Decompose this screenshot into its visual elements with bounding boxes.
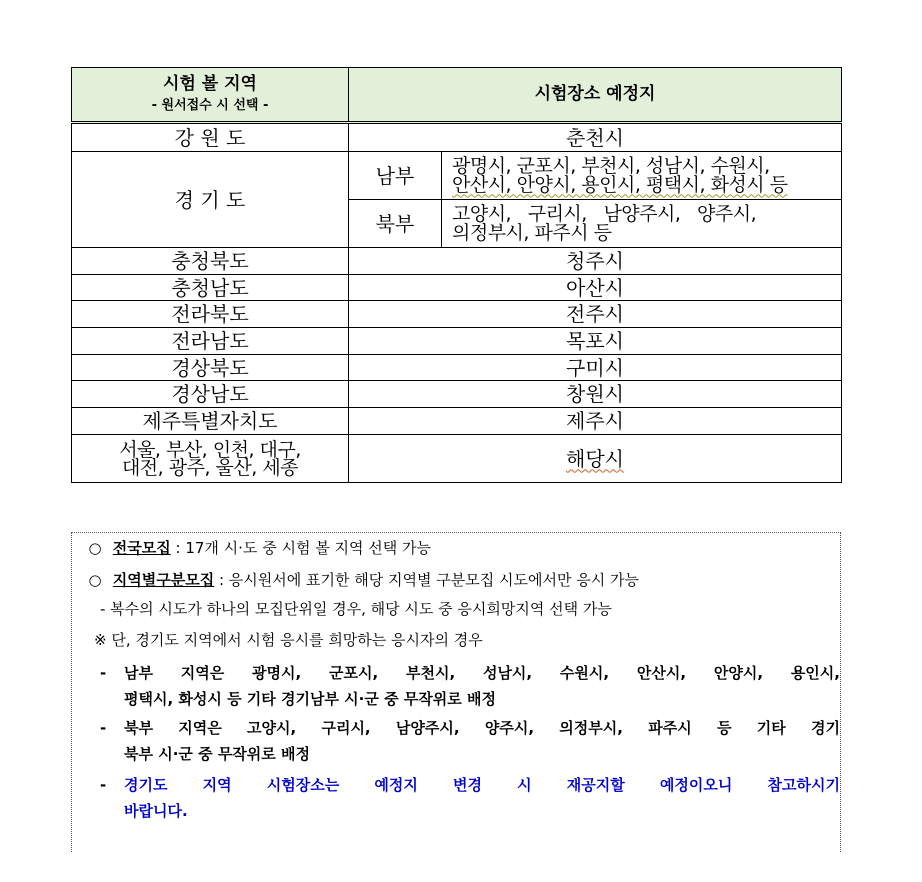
cities-north-line2: 의정부시, 파주시 등 bbox=[452, 221, 612, 244]
metro-line1: 서울, 부산, 인천, 대구, bbox=[119, 438, 301, 461]
header-place-cell: 시험장소 예정지 bbox=[349, 68, 842, 123]
region-cell: 경상북도 bbox=[72, 355, 349, 381]
region-cell: 전라남도 bbox=[72, 328, 349, 355]
note-south bbox=[100, 663, 840, 709]
note-regional-text: : 응시원서에 표기한 해당 지역별 구분모집 시도에서만 응시 가능 bbox=[214, 571, 639, 589]
region-cell: 강 원 도 bbox=[72, 123, 349, 152]
table-row bbox=[72, 123, 842, 152]
note-regional-title: 지역별구분모집 bbox=[112, 571, 215, 589]
note-notice bbox=[100, 775, 840, 821]
metro-place: 해당시 bbox=[566, 446, 624, 471]
table-row-metro bbox=[72, 435, 842, 483]
place-cell: 제주시 bbox=[349, 408, 842, 435]
circle-bullet-icon: ○ bbox=[88, 539, 102, 557]
dash: - bbox=[100, 719, 107, 737]
region-cell-gyeonggi: 경 기 도 bbox=[72, 152, 349, 248]
table-row bbox=[72, 408, 842, 435]
note-notice-line1: 경기도 지역 시험장소는 예정지 변경 시 재공지할 예정이오니 참고하시기 bbox=[124, 776, 840, 794]
table-row bbox=[72, 381, 842, 408]
region-cell: 충청북도 bbox=[72, 248, 349, 275]
note-north-line1: 북부 지역은 고양시, 구리시, 남양주시, 양주시, 의정부시, 파주시 등 기타 경기 bbox=[124, 719, 840, 737]
subregion-south: 남부 bbox=[349, 152, 442, 200]
cities-north-line1: 고양시, 구리시, 남양주시, 양주시, bbox=[452, 202, 757, 225]
circle-bullet-icon: ○ bbox=[88, 571, 102, 589]
region-cell: 충청남도 bbox=[72, 275, 349, 301]
note-national-title: 전국모집 bbox=[112, 539, 171, 557]
note-regional bbox=[82, 570, 836, 590]
table-row-gyeonggi-south bbox=[72, 152, 842, 200]
region-cell: 경상남도 bbox=[72, 381, 349, 408]
note-south-line1: 남부 지역은 광명시, 군포시, 부천시, 성남시, 수원시, 안산시, 안양시, 용인시, bbox=[124, 664, 840, 682]
cities-south-line2: 안산시, 안양시, 용인시, 평택시, 화성시 등 bbox=[452, 173, 788, 196]
note-national bbox=[82, 538, 431, 558]
note-north-line2: 북부 시·군 중 무작위로 배정 bbox=[124, 745, 310, 763]
note-national-text: : 17개 시·도 중 시험 볼 지역 선택 가능 bbox=[170, 539, 431, 557]
region-cell: 제주특별자치도 bbox=[72, 408, 349, 435]
table-row bbox=[72, 355, 842, 381]
table-row bbox=[72, 301, 842, 328]
region-cell-metro bbox=[72, 435, 349, 483]
cities-south bbox=[442, 152, 842, 200]
dash: - bbox=[100, 776, 107, 794]
place-cell: 청주시 bbox=[349, 248, 842, 275]
table-row bbox=[72, 248, 842, 275]
place-cell: 전주시 bbox=[349, 301, 842, 328]
note-notice-line2: 바랍니다. bbox=[124, 802, 188, 820]
cities-north bbox=[442, 200, 842, 248]
note-south-line2: 평택시, 화성시 등 기타 경기남부 시·군 중 무작위로 배정 bbox=[124, 690, 496, 708]
table-header-row bbox=[72, 68, 842, 123]
note-north bbox=[100, 718, 840, 764]
place-cell: 구미시 bbox=[349, 355, 842, 381]
header-region-subtitle: - 원서접수 시 선택 - bbox=[151, 97, 269, 113]
place-cell: 아산시 bbox=[349, 275, 842, 301]
header-region-title: 시험 볼 지역 bbox=[163, 73, 257, 94]
subregion-north: 북부 bbox=[349, 200, 442, 248]
header-region-cell bbox=[72, 68, 349, 123]
metro-line2: 대전, 광주, 울산, 세종 bbox=[121, 456, 299, 479]
place-cell: 창원시 bbox=[349, 381, 842, 408]
table-row bbox=[72, 275, 842, 301]
notes-box bbox=[71, 532, 841, 852]
table-row bbox=[72, 328, 842, 355]
cities-south-line1: 광명시, 군포시, 부천시, 성남시, 수원시, bbox=[452, 154, 770, 177]
place-cell: 목포시 bbox=[349, 328, 842, 355]
dash: - bbox=[100, 664, 107, 682]
place-cell: 춘천시 bbox=[349, 123, 842, 152]
note-multiple: - 복수의 시도가 하나의 모집단위일 경우, 해당 시도 중 응시희망지역 선택 가능 bbox=[100, 600, 612, 618]
note-gyeonggi: ※ 단, 경기도 지역에서 시험 응시를 희망하는 응시자의 경우 bbox=[94, 631, 483, 649]
place-cell bbox=[349, 435, 842, 483]
region-cell: 전라북도 bbox=[72, 301, 349, 328]
exam-location-table bbox=[71, 67, 842, 483]
